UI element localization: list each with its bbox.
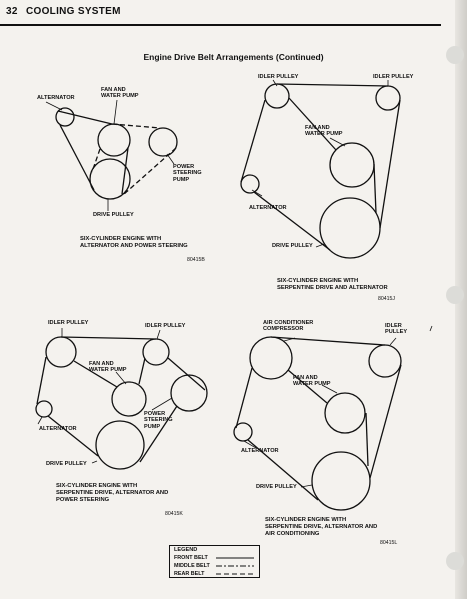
label-idler-pulley-right: IDLER PULLEY (373, 74, 414, 80)
label-idler-pulley-right: IDLER PULLEY (145, 323, 186, 329)
page-number: 32 (6, 6, 18, 17)
serpentine-belt (139, 358, 145, 384)
serpentine-belt (236, 368, 252, 428)
label-fan-water-pump: FAN AND WATER PUMP (101, 87, 139, 100)
fan-water-pump-pulley (98, 124, 130, 156)
label-power-steering-pump: POWER STEERING PUMP (173, 164, 202, 183)
serpentine-belt (289, 98, 336, 150)
alternator-pulley (36, 401, 52, 417)
caption-top-left: SIX-CYLINDER ENGINE WITH ALTERNATOR AND POWER STEERING (80, 236, 188, 249)
serpentine-belt (370, 365, 401, 478)
label-drive-pulley: DRIVE PULLEY (93, 212, 134, 218)
serpentine-belt (48, 416, 98, 456)
fan-water-pump-pulley (330, 143, 374, 187)
idler-pulley-right (376, 86, 400, 110)
caption-bottom-left: SIX-CYLINDER ENGINE WITH SERPENTINE DRIVE, ALTERNATOR AND POWER STEERING (56, 483, 169, 503)
label-fan-water-pump: FAN AND WATER PUMP (305, 125, 343, 138)
legend-middle-belt: MIDDLE BELT (174, 563, 210, 569)
caption-bottom-right: SIX-CYLINDER ENGINE WITH SERPENTINE DRIVE, ALTERNATOR AND AIR CONDITIONING (265, 517, 378, 537)
label-power-steering-pump: POWER STEERING PUMP (144, 411, 173, 430)
figure-code-bottom-left: 80415K (165, 511, 183, 517)
serpentine-belt (61, 337, 156, 339)
power-steering-pump-pulley (149, 128, 177, 156)
serpentine-belt (271, 337, 385, 345)
label-fan-water-pump: FAN AND WATER PUMP (89, 361, 127, 374)
legend-front-belt: FRONT BELT (174, 555, 208, 561)
label-alternator: ALTERNATOR (249, 205, 287, 211)
label-alternator: ALTERNATOR (37, 95, 75, 101)
label-ac-compressor: AIR CONDITIONER COMPRESSOR (263, 320, 314, 333)
figure-code-top-right: 80415J (378, 296, 396, 302)
alternator-pulley (241, 175, 259, 193)
label-idler-pulley-left: IDLER PULLEY (48, 320, 89, 326)
diagram-bottom-left-belts (37, 337, 205, 462)
serpentine-belt (37, 357, 46, 404)
label-idler-pulley: IDLER PULLEY (385, 323, 408, 336)
fan-water-pump-pulley (112, 382, 146, 416)
page-title: Engine Drive Belt Arrangements (Continued) (143, 52, 324, 62)
drive-pulley (96, 421, 144, 469)
diagram-top-left-pulleys (56, 108, 177, 199)
label-idler-pulley-left: IDLER PULLEY (258, 74, 299, 80)
diagram-bottom-left-pulleys (36, 337, 207, 469)
diagram-top-right-pulleys (241, 84, 400, 258)
idler-pulley (369, 345, 401, 377)
label-alternator: ALTERNATOR (39, 426, 77, 432)
serpentine-belt (254, 192, 330, 250)
label-fan-water-pump: FAN AND WATER PUMP (293, 375, 331, 388)
power-steering-pump-pulley (171, 375, 207, 411)
front-belt (58, 111, 112, 124)
serpentine-belt (241, 100, 265, 182)
label-drive-pulley: DRIVE PULLEY (272, 243, 313, 249)
front-belt (60, 125, 94, 190)
serpentine-belt (374, 164, 376, 213)
idler-pulley-left (265, 84, 289, 108)
section-title: COOLING SYSTEM (26, 6, 121, 17)
diagram-top-left-belts (58, 111, 176, 195)
label-alternator: ALTERNATOR (241, 448, 279, 454)
drive-pulley (312, 452, 370, 510)
serpentine-belt (380, 100, 400, 228)
caption-top-right: SIX-CYLINDER ENGINE WITH SERPENTINE DRIVE AND ALTERNATOR (277, 278, 388, 291)
fan-water-pump-pulley (325, 393, 365, 433)
legend-title: LEGEND (174, 547, 198, 553)
serpentine-belt (277, 84, 388, 86)
ac-compressor-pulley (250, 337, 292, 379)
idler-pulley-left (46, 337, 76, 367)
serpentine-belt (168, 358, 205, 390)
middle-belt (92, 149, 100, 172)
serpentine-belt (366, 413, 368, 466)
figure-code-bottom-right: 80415L (380, 540, 398, 546)
legend-rear-belt: REAR BELT (174, 571, 205, 577)
label-drive-pulley: DRIVE PULLEY (46, 461, 87, 467)
front-belt (122, 148, 128, 194)
diagram-bottom-right-belts (236, 337, 401, 500)
idler-pulley-right (143, 339, 169, 365)
label-drive-pulley: DRIVE PULLEY (256, 484, 297, 490)
figure-code-top-left: 80415B (187, 257, 205, 263)
